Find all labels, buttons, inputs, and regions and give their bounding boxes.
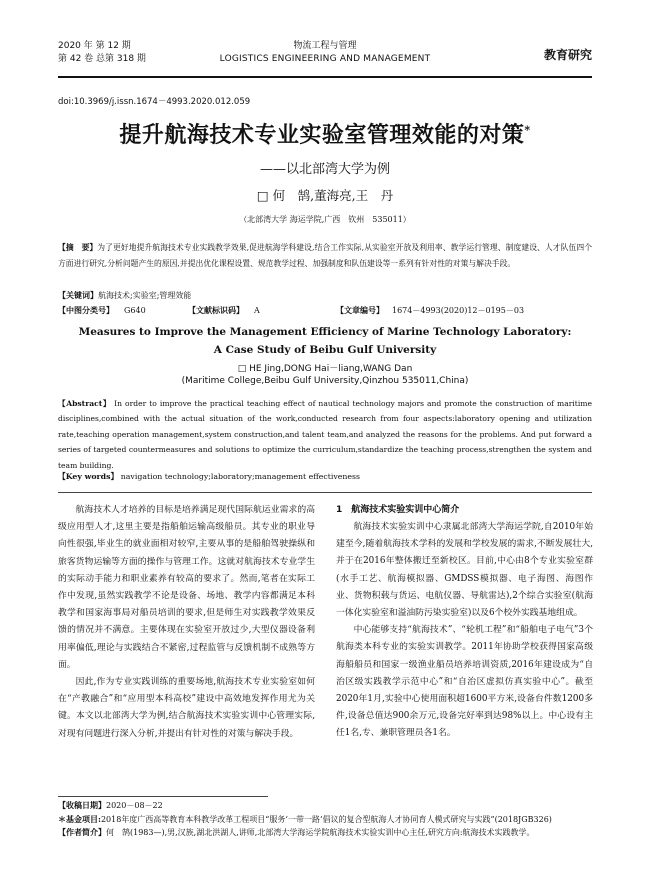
footnotes — [58, 799, 592, 840]
affiliation: （北部湾大学 海运学院,广西 钦州 535011） — [239, 215, 411, 224]
keywords-en — [58, 471, 360, 482]
article-title — [0, 118, 650, 149]
running-header — [58, 40, 592, 74]
clc-field — [58, 305, 146, 316]
abstract-en-text: In order to improve the practical teaching effect of nautical technology majors and promote the construction of maritime disciplines,combined with the actual situation of the work,conducted research from four aspects:laboratory opening and utilization rate,teaching operation management,system construction,and talent team,and analyzed the reasons for the problems. And put forward a series of targeted countermeasures and solutions to optimize the curriculum,standardize the teaching process,strengthen the system and team building. — [58, 399, 592, 470]
received-value: 2020－08－22 — [106, 801, 163, 810]
abstract-cn-label: 【摘 要】 — [58, 243, 98, 252]
article-no-field — [336, 305, 524, 316]
received-label: 【收稿日期】 — [58, 800, 106, 810]
abstract-en-label: 【Abstract】 — [58, 399, 112, 408]
volume-info: 第 42 卷 总第 318 期 — [58, 54, 146, 64]
clc-label: 【中图分类号】 — [58, 305, 114, 315]
issue-info: 2020 年 第 12 期 — [58, 41, 131, 51]
journal-name-cn: 物流工程与管理 — [293, 41, 357, 51]
article-no-label: 【文章编号】 — [336, 305, 384, 315]
article-subtitle: ——以北部湾大学为例 — [259, 162, 390, 177]
section-heading: 1 航海技术实验实训中心简介 — [336, 505, 460, 515]
body-right-column — [336, 502, 593, 743]
title-text: 提升航海技术专业实验室管理效能的对策 — [119, 122, 525, 148]
doc-code-field — [188, 305, 260, 316]
keywords-en-text: navigation technology;laboratory;management effectiveness — [120, 472, 361, 481]
keywords-en-label: 【Key words】 — [58, 472, 119, 481]
body-paragraph: 航海技术人才培养的目标是培养满足现代国际航运业需求的高级应用型人才,这里主要是指船舶运输高级船员。其专业的职业导向性很强,毕业生的就业面相对较窄,主要从事的是船舶驾驶操纵和旅客货物运输等方面的操作与管理工作。这就对航海技术专业学生的实际动手能力和职业素养有较高的要求了。然而,笔者在实际工作中发现,虽然实践教学不论是设备、场地、教学内容都满足本科教学和国家海事局对船员培训的要求,但是师生对实践教学效果反馈的情况并不满意。主要体现在实验室开放过少,大型仪器设备利用率偏低,理论与实践结合不紧密,过程监管与反馈机制不成熟等方面。 — [58, 505, 315, 670]
abstract-cn — [58, 240, 592, 271]
fund-label: ＊基金项目: — [58, 813, 101, 824]
section-label: 教育研究 — [543, 48, 592, 62]
doi: doi:10.3969/j.issn.1674－4993.2020.012.059 — [58, 97, 251, 107]
keywords-cn-text: 航海技术;实验室;管理效能 — [98, 291, 192, 300]
abstract-separator — [58, 492, 592, 493]
authors-en: □ HE Jing,DONG Hai－liang,WANG Dan — [237, 364, 413, 374]
abstract-cn-text: 为了更好地提升航海技术专业实践教学效果,促进航海学科建设,结合工作实际,从实验室开放及利用率、教学运行管理、制度建设、人才队伍四个方面进行研究,分析问题产生的原因,并提出优化课程设置、规范教学过程、加强制度和队伍建设等一系列有针对性的对策与解决手段。 — [58, 243, 593, 268]
affiliation-en: (Maritime College,Beibu Gulf University,Qinzhou 535011,China) — [181, 376, 469, 386]
body-left-column — [58, 502, 315, 743]
title-footnote-mark: * — [524, 123, 531, 137]
authors: □ 何 鹄,董海亮,王 丹 — [256, 188, 394, 203]
header-rule — [58, 76, 592, 78]
author-bio-value: 何 鹄(1983—),男,汉族,湖北洪湖人,讲师,北部湾大学海运学院航海技术实验实训中心主任,研究方向:航海技术实践教学。 — [106, 828, 535, 837]
footnote-rule — [58, 796, 268, 797]
keywords-cn — [58, 290, 191, 301]
keywords-cn-label: 【关键词】 — [58, 290, 98, 300]
fund-value: 2018年度广西高等教育本科教学改革工程项目“服务‘一带一路’倡议的复合型航海人才协同育人模式研究与实践”(2018JGB326) — [100, 814, 552, 824]
body-paragraph: 航海技术实验实训中心隶属北部湾大学海运学院,自2010年始建至今,随着航海技术学科的发展和学校发展的需求,不断发展壮大,并于在2016年整体搬迁至新校区。目前,中心由8个专业实验室群(水手工艺、航海模拟器、GMDSS模拟器、电子海图、海图作业、货物积载与货运、电航仪器、导航雷达),2个综合实验室(航海一体化实验室和溢油防污染实验室)以及6个校外实践基地组成。 — [336, 522, 593, 619]
author-bio-label: 【作者简介】 — [58, 827, 106, 837]
body-paragraph: 中心能够支持“航海技术”、“轮机工程”和“船舶电子电气”3个航海类本科专业的实验实训教学。2011年协助学校获得国家高级海船船员和国家一级渔业船员培养培训资质,2016年建设成为“自治区级实践教学示范中心”和“自治区虚拟仿真实验中心”。截至2020年1月,实验中心使用面积超1600平方米,设备台件数1200多件,设备总值达900余万元,设备完好率到达98%以上。中心设有主任1名,专、兼职管理员各1名。 — [336, 625, 593, 739]
title-en-line2: A Case Study of Beibu Gulf University — [213, 344, 437, 356]
doc-code-value: A — [254, 306, 260, 315]
footnote-author — [58, 826, 592, 840]
clc-value: G640 — [124, 306, 146, 315]
article-no-value: 1674－4993(2020)12－0195－03 — [392, 306, 525, 315]
abstract-en — [58, 396, 592, 473]
journal-name-en: LOGISTICS ENGINEERING AND MANAGEMENT — [219, 54, 431, 64]
footnote-received — [58, 799, 592, 813]
body-paragraph: 因此,作为专业实践训练的重要场地,航海技术专业实验室如何在“产教融合”和“应用型本科高校”建设中高效地发挥作用尤为关键。本文以北部湾大学为例,结合航海技术实验实训中心管理实际,对现有问题进行深入分析,并提出有针对性的对策与解决手段。 — [58, 677, 315, 739]
doc-code-label: 【文献标识码】 — [188, 305, 244, 315]
title-en-line1: Measures to Improve the Management Efficiency of Marine Technology Laboratory: — [78, 326, 572, 338]
footnote-fund — [58, 813, 592, 827]
